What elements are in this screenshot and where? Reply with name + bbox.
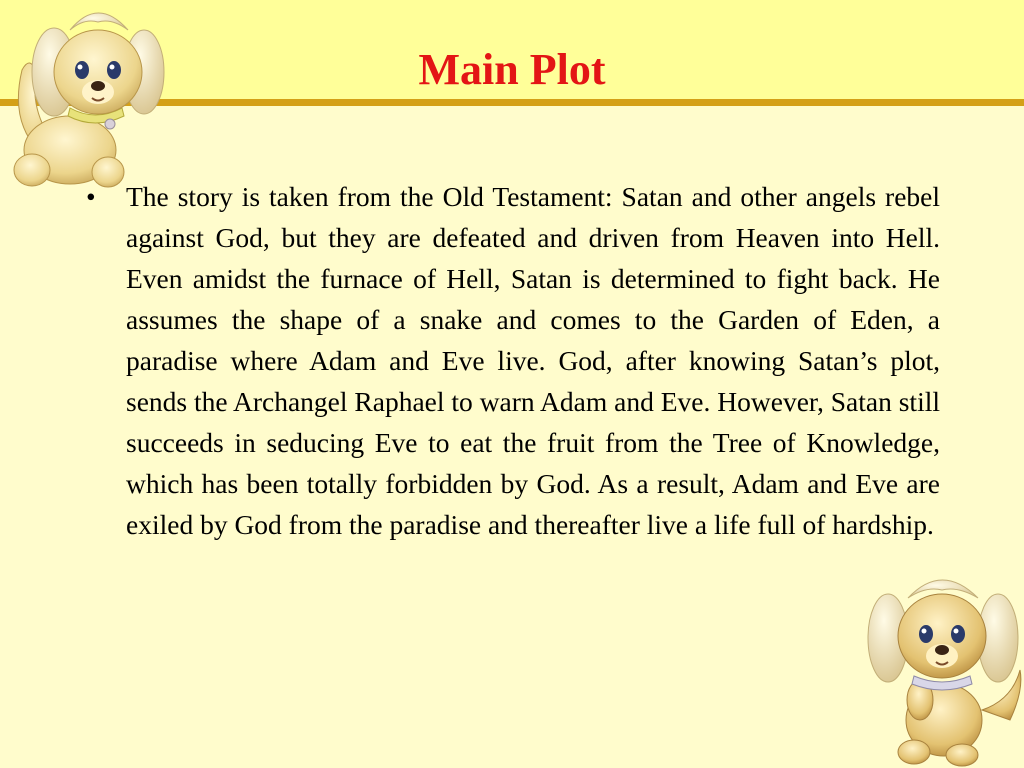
puppy-mascot-icon <box>0 0 165 195</box>
puppy-mascot-icon <box>862 560 1024 768</box>
bullet-item <box>84 176 940 545</box>
bullet-icon: • <box>86 181 96 212</box>
slide-title: Main Plot <box>418 45 606 94</box>
bullet-list <box>84 176 940 545</box>
bullet-text: The story is taken from the Old Testament: Satan and other angels rebel against God, but they are defeated and driven from Heaven into Hell. Even amidst the furnace of Hell, Satan is determined to fight back. He assumes the shape of a snake and comes to the Garden of Eden, a paradise where Adam and Eve live. God, after knowing Satan’s plot, sends the Archangel Raphael to warn Adam and Eve. However, Satan still succeeds in seducing Eve to eat the fruit from the Tree of Knowledge, which has been totally forbidden by God. As a result, Adam and Eve are exiled by God from the paradise and thereafter live a life full of hardship. <box>126 181 940 540</box>
